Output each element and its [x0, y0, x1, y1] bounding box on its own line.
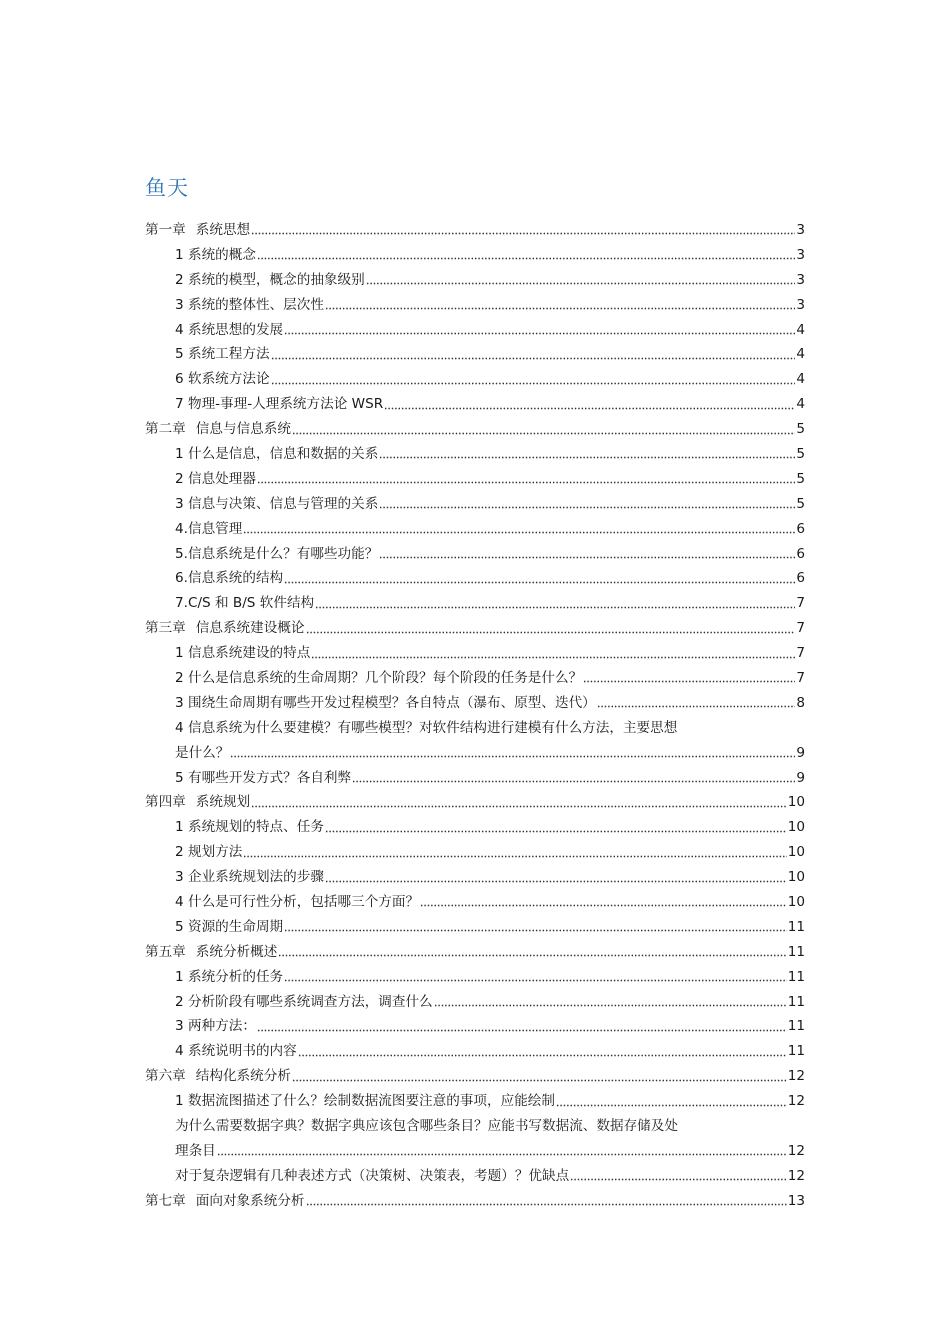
page-number: 6: [796, 570, 805, 587]
toc-chapter-entry[interactable]: [145, 790, 805, 815]
page-number: 4: [796, 396, 805, 413]
toc-entry-text: 7.C/S 和 B/S 软件结构: [175, 595, 315, 612]
page-number: 10: [787, 819, 805, 836]
toc-entry-text: [145, 940, 277, 965]
page-number: 11: [787, 1018, 805, 1035]
chapter-title: 信息系统建设概论: [195, 620, 305, 637]
toc-entry-text: 6 软系统方法论: [175, 371, 270, 388]
dot-leader: [251, 803, 787, 809]
toc-section-entry[interactable]: [145, 990, 805, 1015]
dot-leader: [379, 455, 795, 461]
toc-entry-text: 理条目: [175, 1142, 216, 1159]
toc-section-entry[interactable]: [145, 666, 805, 691]
toc-entry-text: [145, 1189, 305, 1214]
dot-leader: [284, 330, 795, 336]
page-number: 7: [796, 670, 805, 687]
toc-entry-text: 2 规划方法: [175, 844, 243, 861]
toc-section-entry[interactable]: [145, 840, 805, 865]
toc-section-entry[interactable]: [145, 342, 805, 367]
page-number: 5: [796, 495, 805, 512]
toc-chapter-entry[interactable]: [145, 417, 805, 442]
page-number: 4: [796, 321, 805, 338]
dot-leader: [284, 928, 787, 934]
page-number: 11: [787, 968, 805, 985]
toc-section-entry[interactable]: [145, 517, 805, 542]
toc-entry-text: 4 什么是可行性分析，包括哪三个方面？: [175, 894, 420, 911]
dot-leader: [434, 1003, 787, 1009]
toc-entry-wrapped-line[interactable]: 为什么需要数据字典？数据字典应该包含哪些条目？应能书写数据流、数据存储及处: [175, 1118, 678, 1135]
chapter-title: 信息与信息系统: [195, 421, 291, 438]
dot-leader: [306, 1202, 787, 1208]
page-number: 3: [796, 246, 805, 263]
toc-section-entry[interactable]: [145, 915, 805, 940]
chapter-number: 第三章: [145, 620, 186, 637]
chapter-number: 第一章: [145, 221, 186, 238]
dot-leader: [230, 754, 795, 760]
dot-leader: [315, 604, 795, 610]
toc-entry-wrapped-line[interactable]: 4 信息系统为什么要建模？有哪些模型？对软件结构进行建模有什么方法，主要思想: [175, 719, 678, 736]
toc-entry-text: 3 系统的整体性、层次性: [175, 296, 324, 313]
toc-section-entry[interactable]: [145, 1015, 805, 1040]
page-number: 11: [787, 943, 805, 960]
toc-entry-text: [145, 417, 291, 442]
toc-section-entry[interactable]: [145, 1139, 805, 1164]
chapter-number: 第六章: [145, 1068, 186, 1085]
toc-section-entry[interactable]: [145, 691, 805, 716]
table-of-contents: [145, 218, 805, 1214]
toc-entry-text: 3 两种方法：: [175, 1018, 256, 1035]
dot-leader: [379, 505, 795, 511]
dot-leader: [379, 554, 795, 560]
toc-entry-text: 5 资源的生命周期: [175, 918, 284, 935]
toc-entry-text: 1 什么是信息，信息和数据的关系: [175, 446, 379, 462]
page-number: 10: [787, 844, 805, 861]
dot-leader: [257, 1027, 787, 1033]
toc-entry-text: 3 企业系统规划法的步骤: [175, 869, 324, 886]
chapter-number: 第四章: [145, 794, 186, 811]
toc-entry-text: 4.信息管理: [175, 520, 243, 537]
toc-entry-text: 2 系统的模型，概念的抽象级别: [175, 271, 365, 288]
dot-leader: [420, 903, 787, 909]
page-number: 9: [796, 769, 805, 786]
toc-entry-text: 1 系统规划的特点、任务: [175, 819, 324, 836]
toc-section-entry[interactable]: [145, 492, 805, 517]
toc-entry-text: 4 系统思想的发展: [175, 321, 284, 338]
toc-entry-text: 对于复杂逻辑有几种表述方式（决策树、决策表，考题）？优缺点: [175, 1167, 570, 1184]
dot-leader: [292, 1077, 787, 1083]
page-number: 11: [787, 993, 805, 1010]
toc-entry-text: [145, 1064, 291, 1089]
toc-section-entry[interactable]: [145, 890, 805, 915]
dot-leader: [352, 778, 795, 784]
dot-leader: [570, 1177, 786, 1183]
toc-entry-text: 5 有哪些开发方式？各自利弊: [175, 769, 352, 786]
page-number: 5: [796, 446, 805, 462]
toc-section-entry[interactable]: [145, 566, 805, 591]
page-number: 10: [787, 869, 805, 886]
toc-section-entry[interactable]: [145, 1039, 805, 1064]
dot-leader: [278, 953, 786, 959]
dot-leader: [284, 579, 795, 585]
page-number: 12: [787, 1068, 805, 1085]
dot-leader: [284, 978, 787, 984]
toc-entry-text: 是什么？: [175, 744, 230, 761]
toc-entry-text: 2 什么是信息系统的生命周期？几个阶段？每个阶段的任务是什么？: [175, 670, 583, 687]
toc-section-entry[interactable]: [145, 741, 805, 766]
page-number: 11: [787, 918, 805, 935]
chapter-title: 系统分析概述: [195, 943, 278, 960]
toc-entry-text: 3 信息与决策、信息与管理的关系: [175, 495, 379, 512]
toc-entry-text: [145, 218, 250, 243]
dot-leader: [257, 256, 795, 262]
page-number: 3: [796, 221, 805, 238]
page-number: 12: [787, 1167, 805, 1184]
toc-section-entry[interactable]: [145, 1164, 805, 1189]
chapter-title: 系统思想: [195, 221, 251, 238]
page-number: 11: [787, 1043, 805, 1060]
page-number: 5: [796, 421, 805, 438]
toc-entry-text: 4 系统说明书的内容: [175, 1043, 297, 1060]
page-number: 4: [796, 346, 805, 363]
dot-leader: [257, 480, 795, 486]
page-number: 9: [796, 744, 805, 761]
toc-chapter-entry[interactable]: [145, 1064, 805, 1089]
toc-section-entry[interactable]: [145, 243, 805, 268]
page-number: 7: [796, 620, 805, 637]
page-number: 3: [796, 271, 805, 288]
page-number: 13: [787, 1192, 805, 1209]
toc-chapter-entry[interactable]: [145, 616, 805, 641]
page-number: 12: [787, 1093, 805, 1110]
chapter-title: 结构化系统分析: [195, 1068, 291, 1085]
toc-entry-text: 1 数据流图描述了什么？绘制数据流图要注意的事项，应能绘制: [175, 1093, 555, 1110]
dot-leader: [243, 530, 795, 536]
toc-entry-text: 2 信息处理器: [175, 470, 256, 487]
toc-section-entry[interactable]: [145, 268, 805, 293]
dot-leader: [325, 878, 787, 884]
dot-leader: [292, 430, 795, 436]
toc-section-entry[interactable]: [145, 542, 805, 567]
chapter-number: 第二章: [145, 421, 186, 438]
page-number: 7: [796, 595, 805, 612]
dot-leader: [217, 1152, 787, 1158]
page-number: 8: [796, 694, 805, 711]
toc-section-entry[interactable]: [145, 467, 805, 492]
page-number: 6: [796, 520, 805, 537]
toc-entry-text: 2 分析阶段有哪些系统调查方法，调查什么: [175, 993, 433, 1010]
toc-chapter-entry[interactable]: [145, 1189, 805, 1214]
toc-section-entry[interactable]: [145, 591, 805, 616]
toc-chapter-entry[interactable]: [145, 218, 805, 243]
toc-section-entry[interactable]: [145, 766, 805, 791]
toc-entry-text: 5 系统工程方法: [175, 346, 270, 363]
toc-entry-text: [145, 616, 305, 641]
toc-section-entry[interactable]: [145, 318, 805, 343]
toc-entry-text: 6.信息系统的结构: [175, 570, 284, 587]
page-number: 4: [796, 371, 805, 388]
document-title: 鱼天: [145, 176, 189, 200]
dot-leader: [271, 380, 796, 386]
dot-leader: [243, 853, 786, 859]
chapter-title: 面向对象系统分析: [195, 1192, 305, 1209]
page-number: 7: [796, 645, 805, 662]
page-number: 10: [787, 894, 805, 911]
toc-section-entry[interactable]: [145, 641, 805, 666]
dot-leader: [306, 629, 796, 635]
chapter-number: 第五章: [145, 943, 186, 960]
toc-section-entry[interactable]: [145, 1089, 805, 1114]
toc-entry-text: 1 系统的概念: [175, 246, 256, 263]
toc-section-entry[interactable]: [145, 367, 805, 392]
dot-leader: [366, 281, 796, 287]
toc-section-entry[interactable]: [145, 865, 805, 890]
toc-entry-text: 1 系统分析的任务: [175, 968, 284, 985]
dot-leader: [597, 704, 796, 710]
dot-leader: [251, 231, 795, 237]
toc-section-entry[interactable]: [145, 293, 805, 318]
toc-entry-text: 3 围绕生命周期有哪些开发过程模型？各自特点（瀑布、原型、迭代）: [175, 694, 596, 711]
toc-entry-text: [145, 790, 250, 815]
toc-section-entry[interactable]: [145, 392, 805, 417]
page-number: 6: [796, 545, 805, 562]
dot-leader: [325, 828, 787, 834]
chapter-number: 第七章: [145, 1192, 186, 1209]
chapter-title: 系统规划: [195, 794, 251, 811]
toc-section-entry[interactable]: [145, 442, 805, 467]
toc-entry-text: 7 物理-事理-人理系统方法论 WSR: [175, 396, 384, 413]
dot-leader: [271, 355, 796, 361]
toc-entry-text: 1 信息系统建设的特点: [175, 645, 311, 662]
page-number: 5: [796, 470, 805, 487]
page-number: 3: [796, 296, 805, 313]
toc-entry-text: 5.信息系统是什么？有哪些功能？: [175, 545, 379, 562]
toc-section-entry[interactable]: [145, 815, 805, 840]
toc-chapter-entry[interactable]: [145, 940, 805, 965]
page-number: 10: [787, 794, 805, 811]
page-number: 12: [787, 1142, 805, 1159]
dot-leader: [311, 654, 795, 660]
dot-leader: [384, 405, 795, 411]
dot-leader: [298, 1052, 787, 1058]
dot-leader: [325, 306, 795, 312]
toc-section-entry[interactable]: [145, 965, 805, 990]
dot-leader: [556, 1102, 787, 1108]
dot-leader: [583, 679, 795, 685]
